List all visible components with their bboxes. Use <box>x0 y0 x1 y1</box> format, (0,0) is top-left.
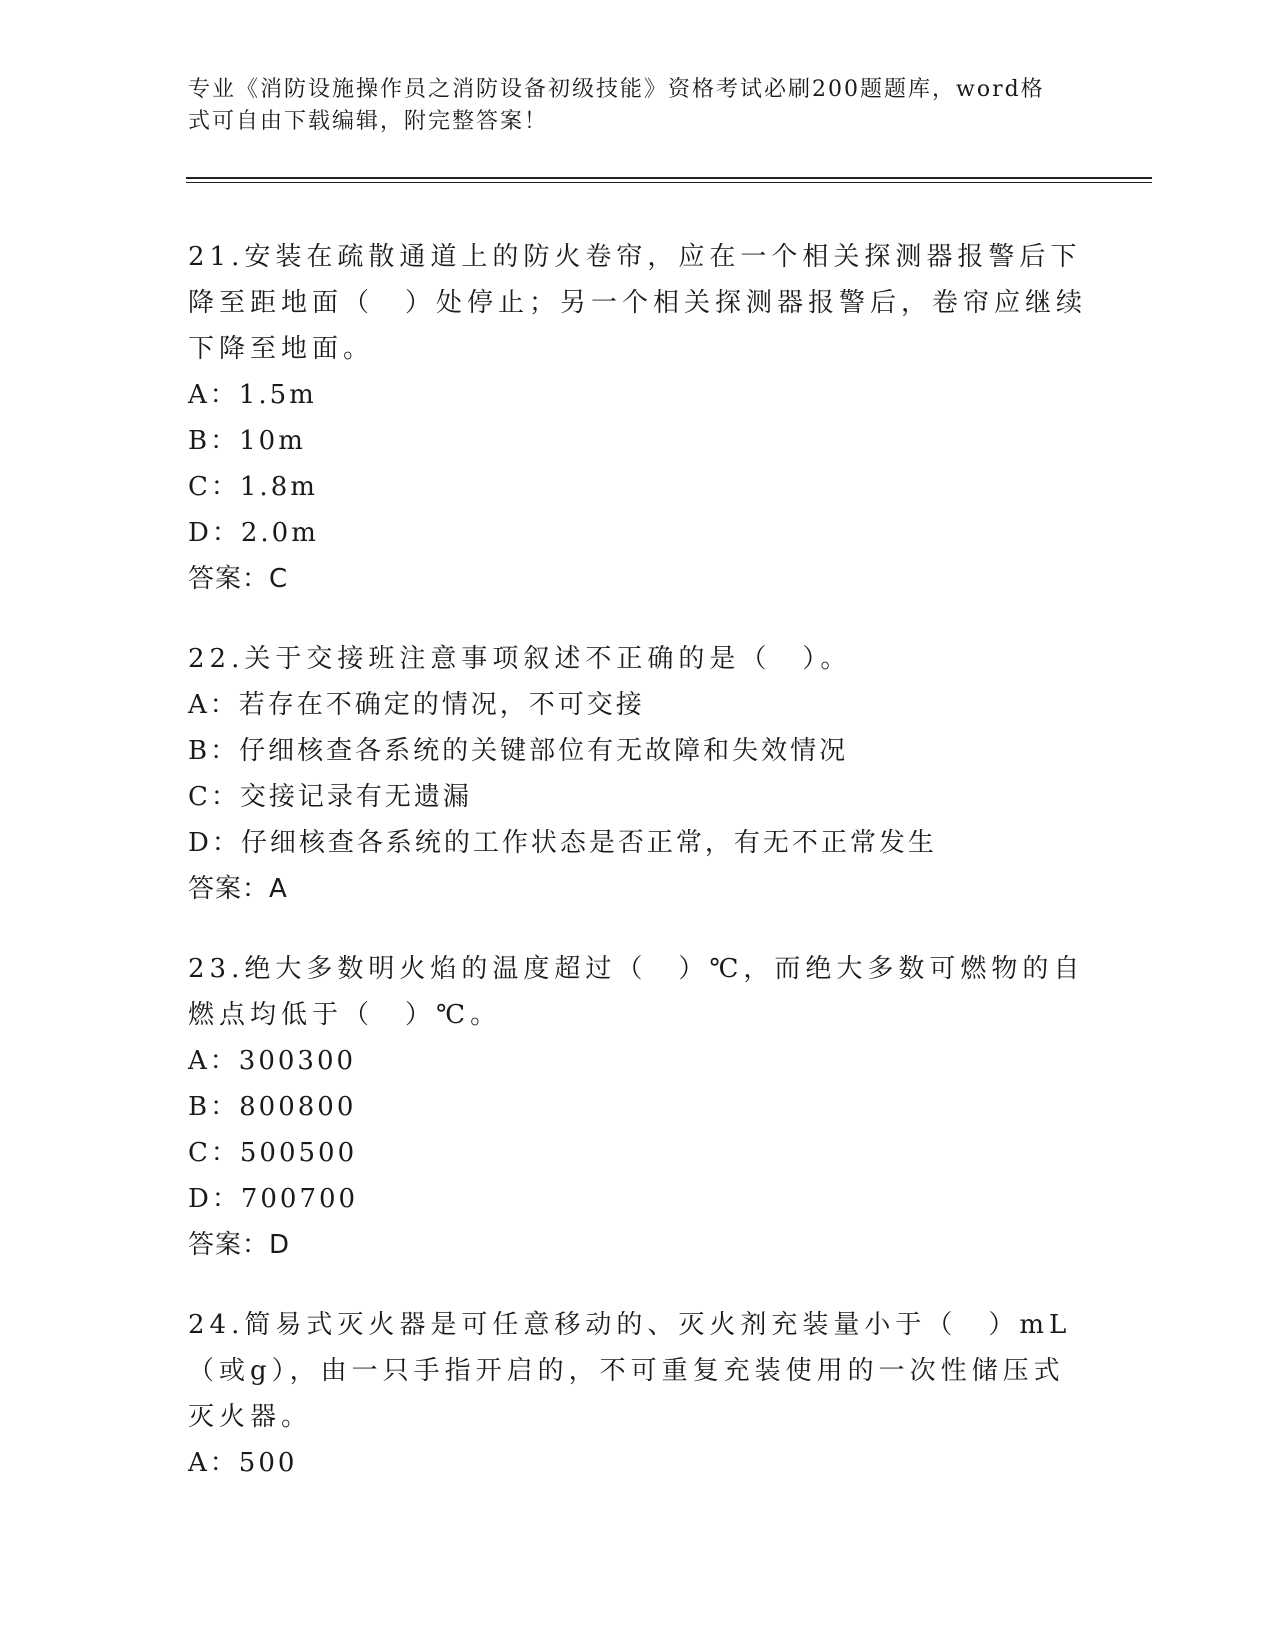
option-a: A：1.5m <box>188 380 317 410</box>
option-c: C：500500 <box>188 1138 358 1168</box>
document-header: 专业《消防设施操作员之消防设备初级技能》资格考试必刷200题题库，word格式可自由下载编辑，附完整答案！ <box>188 77 1045 134</box>
option-a: A：300300 <box>188 1046 357 1076</box>
answer-label: 答案：C <box>188 564 289 594</box>
option-a: A：500 <box>188 1448 298 1478</box>
answer-label: 答案：D <box>188 1230 291 1260</box>
question-22 <box>188 636 1088 912</box>
option-c: C：1.8m <box>188 472 318 502</box>
option-d: D：700700 <box>188 1184 359 1214</box>
option-d: D：仔细核查各系统的工作状态是否正常，有无不正常发生 <box>188 828 937 858</box>
header-divider-thick <box>186 177 1152 179</box>
question-24 <box>188 1302 1088 1486</box>
question-stem: 23.绝大多数明火焰的温度超过（ ）℃，而绝大多数可燃物的自燃点均低于（ ）℃。 <box>188 954 1085 1030</box>
question-list <box>188 234 1088 1520</box>
option-b: B：10m <box>188 426 306 456</box>
header-divider-thin <box>186 182 1152 183</box>
question-stem: 24.简易式灭火器是可任意移动的、灭火剂充装量小于（ ）mL（或g），由一只手指开启的，不可重复充装使用的一次性储压式灭火器。 <box>188 1310 1072 1432</box>
question-stem: 21.安装在疏散通道上的防火卷帘，应在一个相关探测器报警后下降至距地面（ ）处停止；另一个相关探测器报警后，卷帘应继续下降至地面。 <box>188 242 1088 364</box>
question-23 <box>188 946 1088 1268</box>
question-stem: 22.关于交接班注意事项叙述不正确的是（ ）。 <box>188 644 852 674</box>
option-a: A：若存在不确定的情况，不可交接 <box>188 690 645 720</box>
option-d: D：2.0m <box>188 518 319 548</box>
option-b: B：800800 <box>188 1092 357 1122</box>
answer-label: 答案：A <box>188 874 288 904</box>
option-c: C：交接记录有无遗漏 <box>188 782 472 812</box>
question-21 <box>188 234 1088 602</box>
option-b: B：仔细核查各系统的关键部位有无故障和失效情况 <box>188 736 849 766</box>
